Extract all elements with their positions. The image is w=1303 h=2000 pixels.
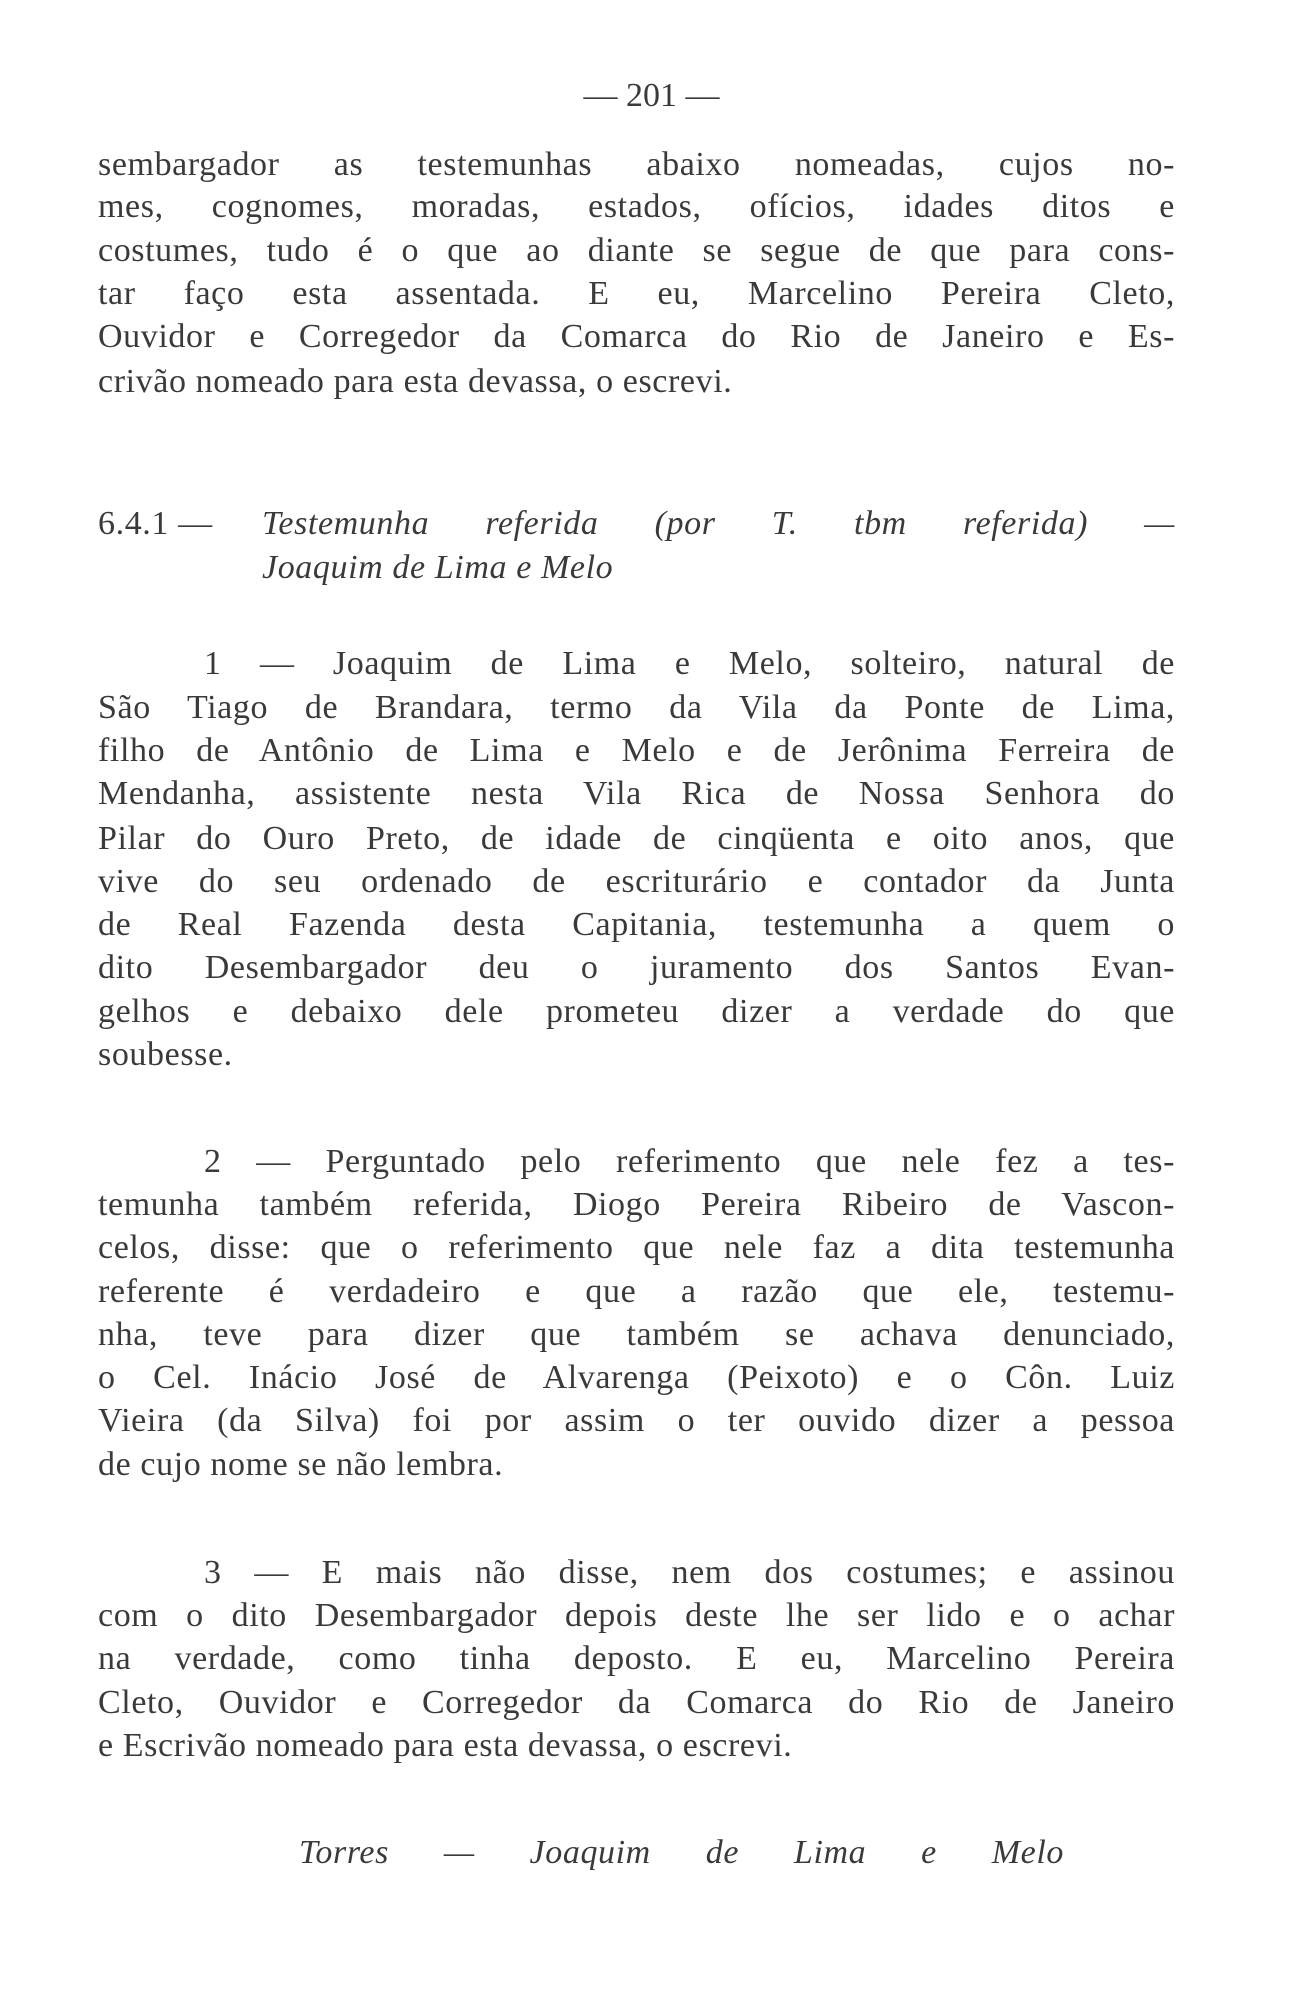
heading-title: Testemunha referida (por T. tbm referida) — xyxy=(262,505,1175,542)
paragraph-line: crivão nomeado para esta devassa, o escrevi. xyxy=(98,363,733,400)
paragraph-line: 2 — Perguntado pelo referimento que nele fez a tes- xyxy=(204,1143,1175,1180)
heading-number: 6.4.1 — xyxy=(98,505,213,542)
paragraph-line: dito Desembargador deu o juramento dos Santos Evan- xyxy=(98,949,1175,986)
paragraph-line: 3 — E mais não disse, nem dos costumes; e assinou xyxy=(204,1554,1175,1591)
paragraph-line: Cleto, Ouvidor e Corregedor da Comarca do Rio de Janeiro xyxy=(98,1684,1175,1721)
paragraph-line: filho de Antônio de Lima e Melo e de Jerônima Ferreira de xyxy=(98,732,1175,769)
paragraph-line: de cujo nome se não lembra. xyxy=(98,1446,504,1483)
paragraph-line: São Tiago de Brandara, termo da Vila da Ponte de Lima, xyxy=(98,689,1175,726)
paragraph-line: Pilar do Ouro Preto, de idade de cinqüenta e oito anos, que xyxy=(98,820,1175,857)
paragraph-line: sembargador as testemunhas abaixo nomeadas, cujos no- xyxy=(98,146,1175,183)
paragraph-line: e Escrivão nomeado para esta devassa, o escrevi. xyxy=(98,1727,793,1764)
paragraph-line: vive do seu ordenado de escriturário e contador da Junta xyxy=(98,863,1175,900)
paragraph-line: o Cel. Inácio José de Alvarenga (Peixoto) e o Côn. Luiz xyxy=(98,1359,1175,1396)
paragraph-line: Mendanha, assistente nesta Vila Rica de Nossa Senhora do xyxy=(98,775,1175,812)
paragraph-line: costumes, tudo é o que ao diante se segue de que para cons- xyxy=(98,232,1175,269)
paragraph-line: temunha também referida, Diogo Pereira Ribeiro de Vascon- xyxy=(98,1186,1175,1223)
signature-line: Torres — Joaquim de Lima e Melo xyxy=(299,1834,1064,1871)
paragraph-line: soubesse. xyxy=(98,1036,233,1073)
paragraph-line: Ouvidor e Corregedor da Comarca do Rio de Janeiro e Es- xyxy=(98,318,1175,355)
paragraph-line: de Real Fazenda desta Capitania, testemunha a quem o xyxy=(98,906,1175,943)
paragraph-line: referente é verdadeiro e que a razão que ele, testemu- xyxy=(98,1273,1175,1310)
paragraph-line: mes, cognomes, moradas, estados, ofícios, idades ditos e xyxy=(98,188,1175,225)
paragraph-line: gelhos e debaixo dele prometeu dizer a verdade do que xyxy=(98,993,1175,1030)
heading-name: Joaquim de Lima e Melo xyxy=(262,549,614,586)
paragraph-line: celos, disse: que o referimento que nele faz a dita testemunha xyxy=(98,1229,1175,1266)
paragraph-line: na verdade, como tinha deposto. E eu, Marcelino Pereira xyxy=(98,1640,1175,1677)
paragraph-line: Vieira (da Silva) foi por assim o ter ouvido dizer a pessoa xyxy=(98,1402,1175,1439)
paragraph-line: nha, teve para dizer que também se achava denunciado, xyxy=(98,1316,1175,1353)
paragraph-line: tar faço esta assentada. E eu, Marcelino Pereira Cleto, xyxy=(98,275,1175,312)
paragraph-line: com o dito Desembargador depois deste lhe ser lido e o achar xyxy=(98,1597,1175,1634)
page-number: — 201 — xyxy=(583,77,720,114)
paragraph-line: 1 — Joaquim de Lima e Melo, solteiro, natural de xyxy=(204,645,1175,682)
